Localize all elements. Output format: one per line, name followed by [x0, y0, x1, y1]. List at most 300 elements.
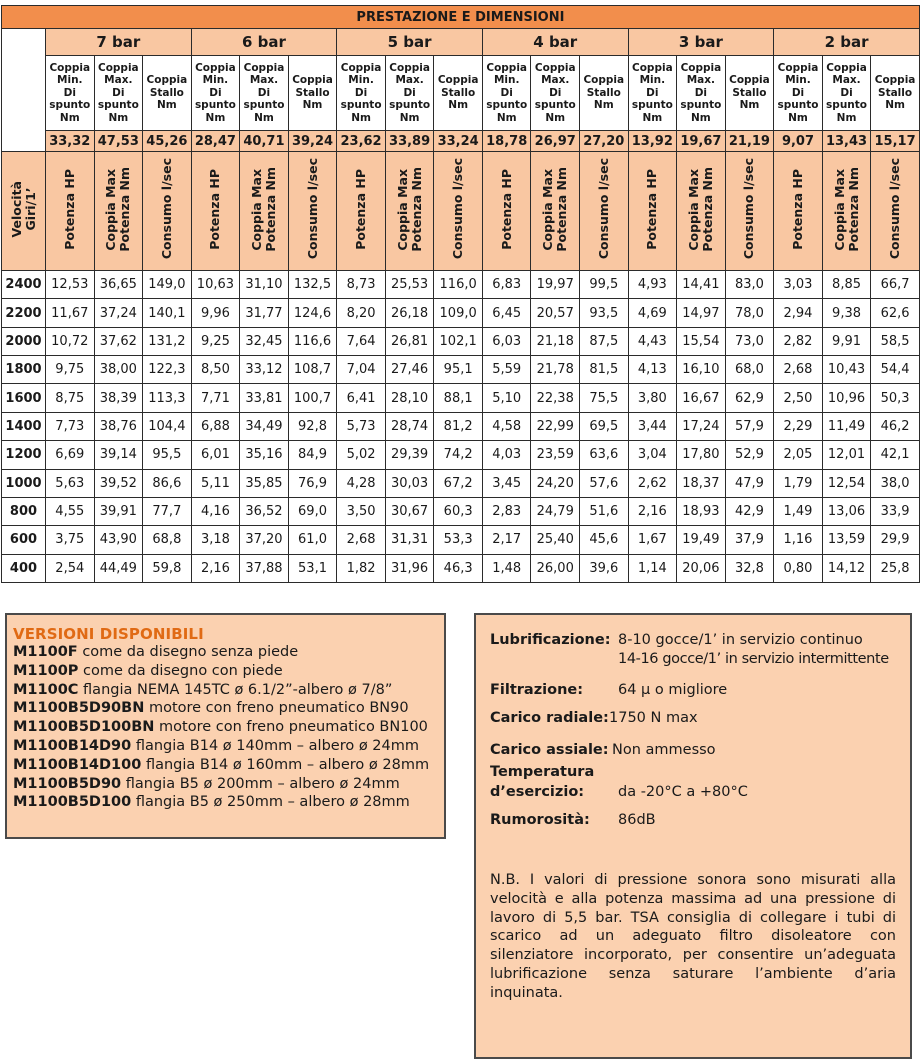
versions-list [13, 643, 444, 812]
table-row [2, 526, 920, 554]
value-cell: 7,04 [337, 356, 386, 384]
value-cell: 38,00 [94, 356, 143, 384]
pressure-header: 3 bar [628, 29, 774, 56]
table-row [2, 356, 920, 384]
value-cell: 2,16 [191, 554, 240, 582]
column-header: Coppia Max Potenza Nm [822, 152, 871, 271]
value-cell: 4,69 [628, 299, 677, 327]
spec-label: Lubrificazione: [490, 632, 611, 648]
value-cell: 28,74 [385, 412, 434, 440]
value-cell: 92,8 [288, 412, 337, 440]
coppia-header: Coppia Min. Di spunto Nm [191, 56, 240, 131]
value-cell: 54,4 [871, 356, 920, 384]
value-cell: 81,2 [434, 412, 483, 440]
value-cell: 26,18 [385, 299, 434, 327]
value-cell: 52,9 [725, 441, 774, 469]
performance-table [1, 5, 920, 583]
value-cell: 31,96 [385, 554, 434, 582]
version-item [13, 756, 444, 775]
coppia-value: 19,67 [677, 131, 726, 152]
value-cell: 1,79 [774, 469, 823, 497]
value-cell: 95,5 [143, 441, 192, 469]
coppia-value: 39,24 [288, 131, 337, 152]
column-header: Coppia Max Potenza Nm [677, 152, 726, 271]
version-desc: flangia B14 ø 160mm – albero ø 28mm [145, 756, 430, 773]
value-cell: 51,6 [580, 497, 629, 525]
value-cell: 83,0 [725, 271, 774, 299]
value-cell: 2,17 [482, 526, 531, 554]
value-cell: 6,01 [191, 441, 240, 469]
coppia-header: Coppia Stallo Nm [143, 56, 192, 131]
value-cell: 9,91 [822, 327, 871, 355]
value-cell: 16,10 [677, 356, 726, 384]
version-desc: motore con freno pneumatico BN100 [159, 719, 428, 736]
note-text: N.B. I valori di pressione sonora sono misurati alla velocità e alla potenza massima ad una pressione di lavoro di 5,5 bar. TSA consiglia di collegare i tubi di scarico ad un adeguato filtro disoleatore con silenziatore incorporato, per consentire un’adeguata lubrificazione senza saturare l’ambiente d’aria inquinata. [490, 872, 896, 1001]
value-cell: 25,53 [385, 271, 434, 299]
value-cell: 3,75 [46, 526, 95, 554]
coppia-header-row [2, 56, 920, 131]
value-cell: 1,82 [337, 554, 386, 582]
column-header: Consumo l/sec [725, 152, 774, 271]
value-cell: 20,57 [531, 299, 580, 327]
version-code: M1100B5D100 [13, 794, 132, 811]
coppia-value: 26,97 [531, 131, 580, 152]
spec-value: da -20°C a +80°C [618, 784, 748, 800]
value-cell: 12,54 [822, 469, 871, 497]
table-row [2, 412, 920, 440]
version-code: M1100B14D90 [13, 737, 132, 754]
column-header: Coppia Max Potenza Nm [94, 152, 143, 271]
table-row [2, 497, 920, 525]
version-desc: flangia NEMA 145TC ø 6.1/2”-albero ø 7/8” [83, 681, 393, 698]
value-cell: 57,6 [580, 469, 629, 497]
version-item [13, 737, 444, 756]
value-cell: 108,7 [288, 356, 337, 384]
value-cell: 122,3 [143, 356, 192, 384]
value-cell: 33,12 [240, 356, 289, 384]
value-cell: 76,9 [288, 469, 337, 497]
column-header: Consumo l/sec [434, 152, 483, 271]
value-cell: 38,0 [871, 469, 920, 497]
value-cell: 149,0 [143, 271, 192, 299]
coppia-value: 15,17 [871, 131, 920, 152]
column-header: Coppia Max Potenza Nm [240, 152, 289, 271]
value-cell: 1,16 [774, 526, 823, 554]
value-cell: 66,7 [871, 271, 920, 299]
value-cell: 1,48 [482, 554, 531, 582]
value-cell: 13,59 [822, 526, 871, 554]
pressure-header: 7 bar [46, 29, 192, 56]
column-header: Consumo l/sec [288, 152, 337, 271]
value-cell: 10,63 [191, 271, 240, 299]
value-cell: 37,24 [94, 299, 143, 327]
value-cell: 46,3 [434, 554, 483, 582]
value-cell: 20,06 [677, 554, 726, 582]
value-cell: 132,5 [288, 271, 337, 299]
value-cell: 11,67 [46, 299, 95, 327]
value-cell: 69,0 [288, 497, 337, 525]
coppia-header: Coppia Min. Di spunto Nm [774, 56, 823, 131]
value-cell: 15,54 [677, 327, 726, 355]
value-cell: 1,14 [628, 554, 677, 582]
spec-filtrazione [490, 681, 896, 703]
value-cell: 57,9 [725, 412, 774, 440]
version-code: M1100B5D90BN [13, 700, 145, 717]
spec-carico-radiale [490, 709, 896, 731]
pressure-header: 2 bar [774, 29, 920, 56]
value-cell: 3,03 [774, 271, 823, 299]
value-cell: 6,41 [337, 384, 386, 412]
coppia-value: 13,43 [822, 131, 871, 152]
coppia-value: 23,62 [337, 131, 386, 152]
version-item [13, 793, 444, 812]
value-cell: 14,12 [822, 554, 871, 582]
value-cell: 3,18 [191, 526, 240, 554]
value-cell: 59,8 [143, 554, 192, 582]
value-cell: 4,93 [628, 271, 677, 299]
version-code: M1100C [13, 681, 79, 698]
value-cell: 3,80 [628, 384, 677, 412]
value-cell: 78,0 [725, 299, 774, 327]
value-cell: 23,59 [531, 441, 580, 469]
speed-cell: 1600 [2, 384, 46, 412]
value-cell: 2,29 [774, 412, 823, 440]
coppia-value: 21,19 [725, 131, 774, 152]
version-item [13, 775, 444, 794]
spec-label: Temperatura [490, 764, 595, 780]
pressure-header: 5 bar [337, 29, 483, 56]
value-cell: 81,5 [580, 356, 629, 384]
value-cell: 21,18 [531, 327, 580, 355]
value-cell: 14,97 [677, 299, 726, 327]
value-cell: 6,45 [482, 299, 531, 327]
table-row [2, 271, 920, 299]
value-cell: 6,69 [46, 441, 95, 469]
value-cell: 124,6 [288, 299, 337, 327]
speed-cell: 400 [2, 554, 46, 582]
value-cell: 2,68 [337, 526, 386, 554]
value-cell: 26,81 [385, 327, 434, 355]
speed-cell: 1800 [2, 356, 46, 384]
version-desc: come da disegno con piede [83, 662, 283, 679]
spec-rumorosita [490, 811, 896, 833]
value-cell: 116,0 [434, 271, 483, 299]
speed-cell: 1000 [2, 469, 46, 497]
value-cell: 47,9 [725, 469, 774, 497]
speed-cell: 1200 [2, 441, 46, 469]
value-cell: 109,0 [434, 299, 483, 327]
value-cell: 5,63 [46, 469, 95, 497]
column-header: Potenza HP [774, 152, 823, 271]
value-cell: 53,1 [288, 554, 337, 582]
value-cell: 33,9 [871, 497, 920, 525]
spec-value: Non ammesso [612, 742, 716, 758]
coppia-header: Coppia Stallo Nm [580, 56, 629, 131]
value-cell: 67,2 [434, 469, 483, 497]
table-row [2, 299, 920, 327]
column-header: Potenza HP [191, 152, 240, 271]
value-cell: 2,16 [628, 497, 677, 525]
value-cell: 75,5 [580, 384, 629, 412]
value-cell: 5,02 [337, 441, 386, 469]
value-cell: 7,64 [337, 327, 386, 355]
version-code: M1100P [13, 662, 79, 679]
coppia-value: 9,07 [774, 131, 823, 152]
value-cell: 3,44 [628, 412, 677, 440]
column-header: Coppia Max Potenza Nm [385, 152, 434, 271]
version-desc: flangia B14 ø 140mm – albero ø 24mm [135, 737, 420, 754]
value-cell: 4,55 [46, 497, 95, 525]
coppia-header: Coppia Max. Di spunto Nm [677, 56, 726, 131]
value-cell: 25,8 [871, 554, 920, 582]
value-cell: 1,67 [628, 526, 677, 554]
value-cell: 3,04 [628, 441, 677, 469]
value-cell: 9,25 [191, 327, 240, 355]
value-cell: 2,82 [774, 327, 823, 355]
value-cell: 45,6 [580, 526, 629, 554]
coppia-header: Coppia Min. Di spunto Nm [337, 56, 386, 131]
value-cell: 29,39 [385, 441, 434, 469]
versions-panel [5, 613, 446, 839]
value-cell: 12,01 [822, 441, 871, 469]
version-code: M1100F [13, 644, 78, 660]
value-cell: 9,75 [46, 356, 95, 384]
value-cell: 34,49 [240, 412, 289, 440]
value-cell: 50,3 [871, 384, 920, 412]
value-cell: 26,00 [531, 554, 580, 582]
coppia-header: Coppia Max. Di spunto Nm [240, 56, 289, 131]
table-row [2, 327, 920, 355]
version-desc: flangia B5 ø 250mm – albero ø 28mm [135, 794, 410, 811]
value-cell: 36,65 [94, 271, 143, 299]
versions-title: VERSIONI DISPONIBILI [13, 625, 204, 643]
spec-value: 64 µ o migliore [618, 682, 728, 698]
column-header-row [2, 152, 920, 271]
speed-cell: 800 [2, 497, 46, 525]
coppia-value: 47,53 [94, 131, 143, 152]
value-cell: 18,37 [677, 469, 726, 497]
value-cell: 2,94 [774, 299, 823, 327]
value-cell: 30,03 [385, 469, 434, 497]
value-cell: 39,52 [94, 469, 143, 497]
value-cell: 43,90 [94, 526, 143, 554]
value-cell: 7,73 [46, 412, 95, 440]
version-code: M1100B5D100BN [13, 719, 155, 736]
version-desc: come da disegno senza piede [82, 644, 299, 660]
corner-cell [2, 29, 46, 152]
value-cell: 14,41 [677, 271, 726, 299]
speed-header: Velocità Giri/1’ [2, 152, 46, 271]
value-cell: 37,20 [240, 526, 289, 554]
value-cell: 77,7 [143, 497, 192, 525]
value-cell: 17,24 [677, 412, 726, 440]
coppia-header: Coppia Min. Di spunto Nm [46, 56, 95, 131]
value-cell: 102,1 [434, 327, 483, 355]
value-cell: 3,50 [337, 497, 386, 525]
value-cell: 39,91 [94, 497, 143, 525]
value-cell: 100,7 [288, 384, 337, 412]
value-cell: 60,3 [434, 497, 483, 525]
value-cell: 17,80 [677, 441, 726, 469]
value-cell: 16,67 [677, 384, 726, 412]
value-cell: 93,5 [580, 299, 629, 327]
value-cell: 27,46 [385, 356, 434, 384]
version-item [13, 662, 444, 681]
coppia-header: Coppia Stallo Nm [725, 56, 774, 131]
version-code: M1100B5D90 [13, 775, 122, 792]
pressure-header: 4 bar [482, 29, 628, 56]
value-cell: 2,50 [774, 384, 823, 412]
value-cell: 35,85 [240, 469, 289, 497]
value-cell: 58,5 [871, 327, 920, 355]
version-item [13, 681, 444, 700]
value-cell: 37,62 [94, 327, 143, 355]
value-cell: 19,49 [677, 526, 726, 554]
value-cell: 31,10 [240, 271, 289, 299]
value-cell: 11,49 [822, 412, 871, 440]
column-header: Potenza HP [482, 152, 531, 271]
value-cell: 12,53 [46, 271, 95, 299]
value-cell: 9,96 [191, 299, 240, 327]
table-title: PRESTAZIONE E DIMENSIONI [2, 6, 920, 29]
value-cell: 32,8 [725, 554, 774, 582]
coppia-header: Coppia Stallo Nm [871, 56, 920, 131]
value-cell: 2,83 [482, 497, 531, 525]
value-cell: 113,3 [143, 384, 192, 412]
version-desc: flangia B5 ø 200mm – albero ø 24mm [125, 775, 400, 792]
spec-label: Filtrazione: [490, 682, 584, 698]
value-cell: 87,5 [580, 327, 629, 355]
version-desc: motore con freno pneumatico BN90 [148, 700, 409, 717]
value-cell: 62,6 [871, 299, 920, 327]
coppia-value: 28,47 [191, 131, 240, 152]
value-cell: 38,39 [94, 384, 143, 412]
table-row [2, 469, 920, 497]
value-cell: 5,10 [482, 384, 531, 412]
value-cell: 22,38 [531, 384, 580, 412]
value-cell: 13,06 [822, 497, 871, 525]
value-cell: 39,6 [580, 554, 629, 582]
value-cell: 4,03 [482, 441, 531, 469]
spec-value: 1750 N max [609, 710, 698, 726]
spec-lubrificazione [490, 631, 896, 671]
specs-panel [474, 613, 912, 1059]
value-cell: 86,6 [143, 469, 192, 497]
coppia-header: Coppia Stallo Nm [434, 56, 483, 131]
value-cell: 74,2 [434, 441, 483, 469]
version-item [13, 718, 444, 737]
value-cell: 99,5 [580, 271, 629, 299]
value-cell: 22,99 [531, 412, 580, 440]
table-row [2, 554, 920, 582]
value-cell: 68,8 [143, 526, 192, 554]
value-cell: 2,54 [46, 554, 95, 582]
value-cell: 104,4 [143, 412, 192, 440]
version-item [13, 699, 444, 718]
value-cell: 131,2 [143, 327, 192, 355]
table-row [2, 441, 920, 469]
value-cell: 30,67 [385, 497, 434, 525]
value-cell: 6,88 [191, 412, 240, 440]
speed-cell: 2000 [2, 327, 46, 355]
value-cell: 53,3 [434, 526, 483, 554]
value-cell: 4,13 [628, 356, 677, 384]
value-cell: 68,0 [725, 356, 774, 384]
value-cell: 37,9 [725, 526, 774, 554]
spec-label: Carico radiale: [490, 710, 609, 726]
value-cell: 25,40 [531, 526, 580, 554]
column-header: Potenza HP [628, 152, 677, 271]
coppia-header: Coppia Min. Di spunto Nm [628, 56, 677, 131]
value-cell: 8,85 [822, 271, 871, 299]
value-cell: 37,88 [240, 554, 289, 582]
value-cell: 4,58 [482, 412, 531, 440]
value-cell: 0,80 [774, 554, 823, 582]
value-cell: 63,6 [580, 441, 629, 469]
version-code: M1100B14D100 [13, 756, 142, 773]
spec-label: Rumorosità: [490, 812, 590, 828]
speed-cell: 1400 [2, 412, 46, 440]
coppia-header: Coppia Max. Di spunto Nm [531, 56, 580, 131]
spec-label: Carico assiale: [490, 742, 609, 758]
value-cell: 5,73 [337, 412, 386, 440]
value-cell: 4,28 [337, 469, 386, 497]
speed-cell: 2200 [2, 299, 46, 327]
value-cell: 33,81 [240, 384, 289, 412]
coppia-header: Coppia Stallo Nm [288, 56, 337, 131]
spec-carico-assiale [490, 741, 896, 763]
pressure-header: 6 bar [191, 29, 337, 56]
table-row [2, 384, 920, 412]
value-cell: 6,83 [482, 271, 531, 299]
coppia-value: 27,20 [580, 131, 629, 152]
value-cell: 31,31 [385, 526, 434, 554]
value-cell: 88,1 [434, 384, 483, 412]
value-cell: 4,43 [628, 327, 677, 355]
coppia-header: Coppia Max. Di spunto Nm [822, 56, 871, 131]
value-cell: 140,1 [143, 299, 192, 327]
spec-temperatura [490, 763, 896, 803]
column-header: Potenza HP [337, 152, 386, 271]
column-header: Consumo l/sec [580, 152, 629, 271]
value-cell: 62,9 [725, 384, 774, 412]
value-cell: 10,43 [822, 356, 871, 384]
value-cell: 29,9 [871, 526, 920, 554]
value-cell: 95,1 [434, 356, 483, 384]
column-header: Potenza HP [46, 152, 95, 271]
value-cell: 8,75 [46, 384, 95, 412]
column-header: Coppia Max Potenza Nm [531, 152, 580, 271]
version-item [13, 643, 444, 662]
value-cell: 38,76 [94, 412, 143, 440]
column-header: Consumo l/sec [871, 152, 920, 271]
value-cell: 24,79 [531, 497, 580, 525]
value-cell: 5,11 [191, 469, 240, 497]
value-cell: 44,49 [94, 554, 143, 582]
coppia-value: 13,92 [628, 131, 677, 152]
value-cell: 2,68 [774, 356, 823, 384]
coppia-header: Coppia Min. Di spunto Nm [482, 56, 531, 131]
coppia-value: 18,78 [482, 131, 531, 152]
value-cell: 1,49 [774, 497, 823, 525]
coppia-value: 45,26 [143, 131, 192, 152]
value-cell: 3,45 [482, 469, 531, 497]
value-cell: 28,10 [385, 384, 434, 412]
value-cell: 21,78 [531, 356, 580, 384]
value-cell: 35,16 [240, 441, 289, 469]
speed-cell: 2400 [2, 271, 46, 299]
value-cell: 5,59 [482, 356, 531, 384]
